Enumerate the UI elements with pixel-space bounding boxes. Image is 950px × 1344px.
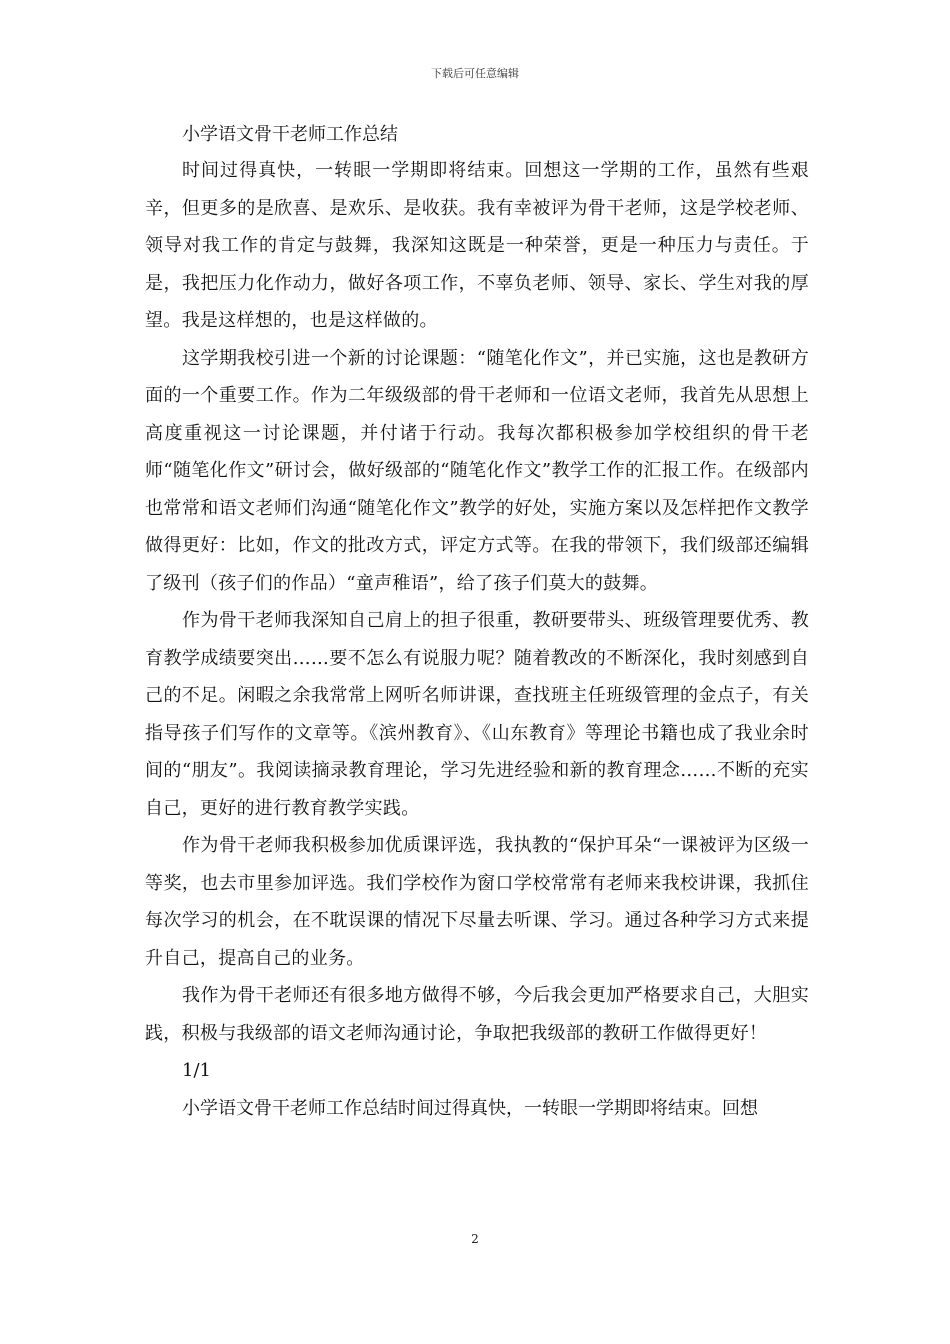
document-title: 小学语文骨干老师工作总结: [182, 124, 398, 145]
document-body: [145, 124, 809, 1127]
paragraph: 我作为骨干老师还有很多地方做得不够，今后我会更加严格要求自己，大胆实践，积极与我级部的语文老师沟通讨论，争取把我级部的教研工作做得更好！: [145, 985, 809, 1044]
page-header-note: 下载后可任意编辑: [431, 67, 519, 80]
paragraph: 作为骨干老师我深知自己肩上的担子很重，教研要带头、班级管理要优秀、教育教学成绩要突出……要不怎么有说服力呢？随着教改的不断深化，我时刻感到自己的不足。闲暇之余我常常上网听名师讲课，查找班主任班级管理的金点子，有关指导孩子们写作的文章等。《滨州教育》、《山东教育》等理论书籍也成了我业余时间的“朋友”。我阅读摘录教育理论，学习先进经验和新的教育理念……不断的充实自己，更好的进行教育教学实践。: [145, 610, 809, 819]
trailing-text: 小学语文骨干老师工作总结时间过得真快，一转眼一学期即将结束。回想: [182, 1097, 758, 1119]
page-indicator: 1/1: [182, 1060, 211, 1081]
page-number: 2: [471, 1232, 479, 1246]
paragraph: 作为骨干老师我积极参加优质课评选，我执教的“保护耳朵“一课被评为区级一等奖，也去市里参加评选。我们学校作为窗口学校常常有老师来我校讲课，我抓住每次学习的机会，在不耽误课的情况下尽量去听课、学习。通过各种学习方式来提升自己，提高自己的业务。: [145, 835, 809, 969]
paragraph: 时间过得真快，一转眼一学期即将结束。回想这一学期的工作，虽然有些艰辛，但更多的是欣喜、是欢乐、是收获。我有幸被评为骨干老师，这是学校老师、领导对我工作的肯定与鼓舞，我深知这既是一种荣誉，更是一种压力与责任。于是，我把压力化作动力，做好各项工作，不辜负老师、领导、家长、学生对我的厚望。我是这样想的，也是这样做的。: [145, 160, 809, 331]
paragraph: 这学期我校引进一个新的讨论课题：“随笔化作文”，并已实施，这也是教研方面的一个重要工作。作为二年级级部的骨干老师和一位语文老师，我首先从思想上高度重视这一讨论课题，并付诸于行动。我每次都积极参加学校组织的骨干老师“随笔化作文”研讨会，做好级部的“随笔化作文”教学工作的汇报工作。在级部内也常常和语文老师们沟通“随笔化作文”教学的好处，实施方案以及怎样把作文教学做得更好：比如，作文的批改方式，评定方式等。在我的带领下，我们级部还编辑了级刊（孩子们的作品）“童声稚语”，给了孩子们莫大的鼓舞。: [145, 347, 809, 594]
